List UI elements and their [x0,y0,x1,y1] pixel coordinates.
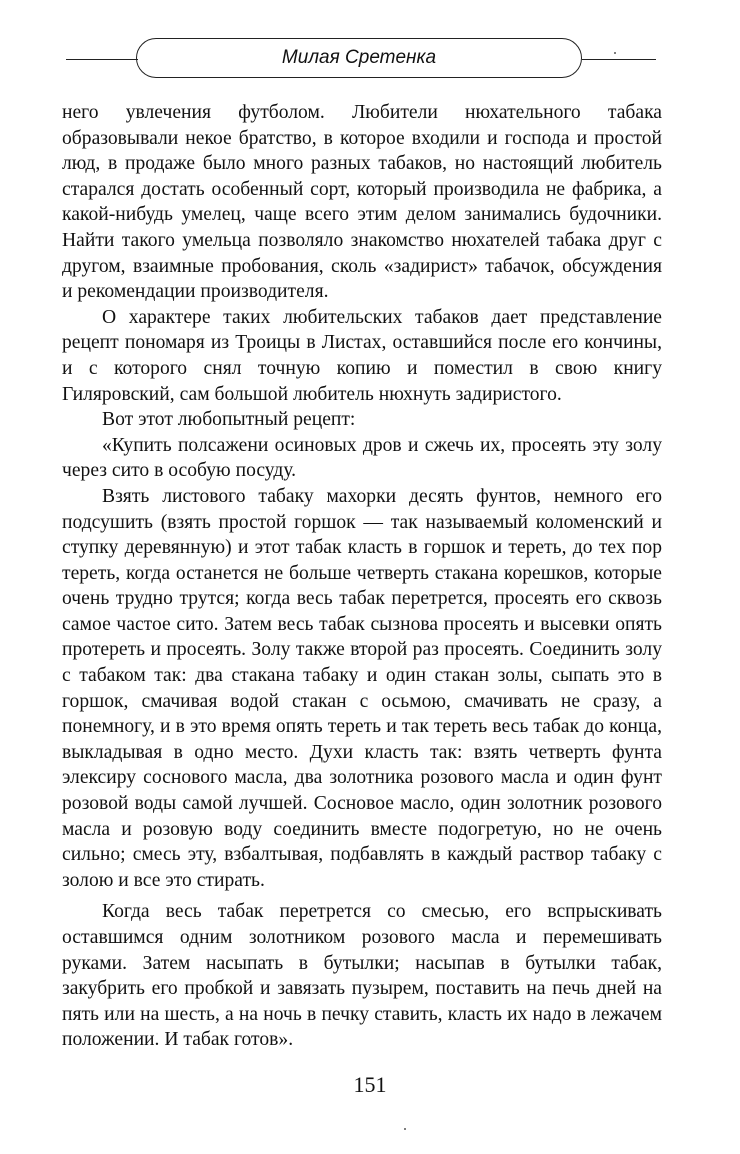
running-header [66,38,656,82]
body-text [62,100,662,1053]
running-title: Милая Сретенка [281,47,437,68]
paragraph-4: «Купить полсажени осиновых дров и сжечь их, просеять эту золу через сито в особую посуду. [62,434,662,482]
scan-speck [614,52,616,54]
scan-speck [404,1128,406,1130]
paragraph-1: него увлечения футболом. Любители нюхательного табака образовывали некое братство, в которое входили и господа и простой люд, в продаже было много разных табаков, но настоящий любитель старался достать особенный сорт, который производила не фабрика, а какой-нибудь умелец, чаще всего этим делом занимались будочники. Найти такого умельца позволяло знакомство нюхателей табака друг с другом, взаимные пробования, сколь «задирист» табачок, обсуждения и рекомендации производителя. [62,102,662,303]
paragraph-2: О характере таких любительских табаков дает представление рецепт пономаря из Троицы в Листах, оставшийся после его кончины, и с которого снял точную копию и поместил в свою книгу Гиляровский, сам большой любитель нюхнуть задиристого. [62,306,662,405]
page-number: 151 [353,1072,387,1097]
paragraph-6: Когда весь табак перетрется со смесью, его вспрыскивать оставшимся одним золотником розового масла и перемешивать руками. Затем насыпать в бутылки; насыпав в бутылки табак, закубрить его пробкой и завязать пузырем, поставить на печь дней на пять или на шесть, а на ночь в печку ставить, класть их надо в лежачем положении. И табак готов». [62,901,662,1051]
paragraph-5: Взять листового табаку махорки десять фунтов, немного его подсушить (взять простой горшок — так называемый коломенский и ступку деревянную) и этот табак класть в горшок и тереть, до тех пор тереть, когда останется не больше четверть стакана корешков, которые очень трудно трутся; когда весь табак перетрется, просеять его сквозь самое частое сито. Затем весь табак сызнова просеять и высевки опять протереть и просеять. Золу также второй раз просеять. Соединить золу с табаком так: два стакана табаку и один стакан золы, сыпать это в горшок, смачивая водой стакан с осьмою, смачивать не сразу, а понемногу, и в это время опять тереть и так тереть весь табак до конца, выкладывая в одно место. Духи класть так: взять четверть фунта элексиру соснового масла, два золотника розового масла и один фунт розовой воды самой лучшей. Сосновое масло, один золотник розового масла и розовую воду соединить вместе подогретую, но не очень сильно; смесь эту, взбалтывая, подбавлять в каждый раствор табаку с золою и все это стирать. [62,485,662,891]
header-rule-right [582,59,656,60]
header-rule-left [66,59,138,60]
paragraph-3: Вот этот любопытный рецепт: [102,409,356,431]
